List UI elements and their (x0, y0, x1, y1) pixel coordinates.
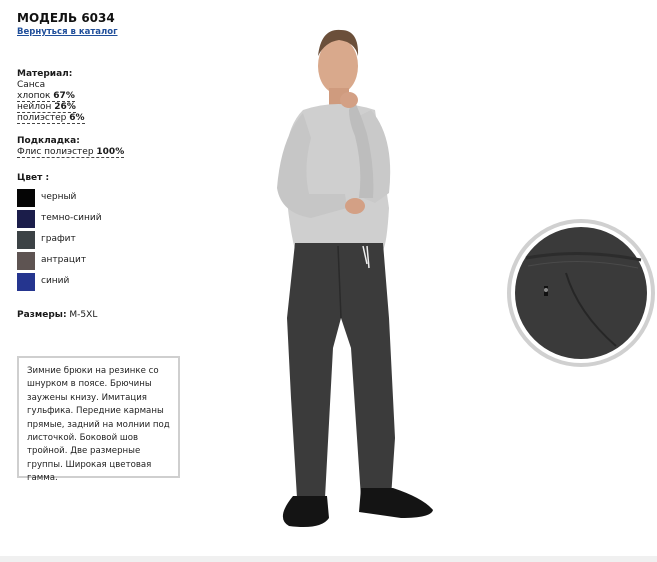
page-title: МОДЕЛЬ 6034 (17, 11, 115, 25)
color-name: черный (41, 192, 77, 202)
sizes-row (17, 310, 192, 321)
material-list (17, 80, 192, 124)
color-name: антрацит (41, 255, 87, 265)
color-name: темно-синий (41, 213, 102, 223)
composition-item: хлопок 67% (17, 91, 75, 101)
color-swatch (17, 210, 35, 228)
bottom-divider (0, 556, 657, 562)
color-swatch (17, 273, 35, 291)
color-swatch (17, 189, 35, 207)
lining-label: Подкладка: (17, 136, 80, 146)
color-option-black[interactable] (17, 187, 192, 208)
product-info-panel (17, 10, 192, 321)
product-description: Зимние брюки на резинке со шнурком в поясе. Брючины заужены книзу. Имитация гульфика. Передние карманы прямые, задний на молнии под листочкой. Боковой шов тройной. Две размерные группы. Широкая цветовая гамма. (17, 356, 180, 478)
color-option-graphite[interactable] (17, 229, 192, 250)
color-name: графит (41, 234, 76, 244)
fabric-name: Санса (17, 80, 46, 90)
sizes-value: M-5XL (69, 310, 98, 320)
composition-item: полиэстер 6% (17, 113, 85, 123)
color-swatch (17, 252, 35, 270)
color-option-anthracite[interactable] (17, 250, 192, 271)
model-photo (263, 18, 448, 543)
color-option-navy[interactable] (17, 208, 192, 229)
color-swatch-list (17, 187, 192, 292)
back-to-catalog-link[interactable]: Вернуться в каталог (17, 27, 118, 37)
sizes-label: Размеры: (17, 310, 67, 320)
color-label: Цвет : (17, 173, 50, 183)
fabric-detail-zoom (506, 218, 656, 368)
color-name: синий (41, 276, 70, 286)
color-swatch (17, 231, 35, 249)
composition-item: нейлон 26% (17, 102, 76, 112)
color-option-blue[interactable] (17, 271, 192, 292)
material-label: Материал: (17, 69, 73, 79)
lining-value: Флис полиэстер 100% (17, 147, 125, 157)
